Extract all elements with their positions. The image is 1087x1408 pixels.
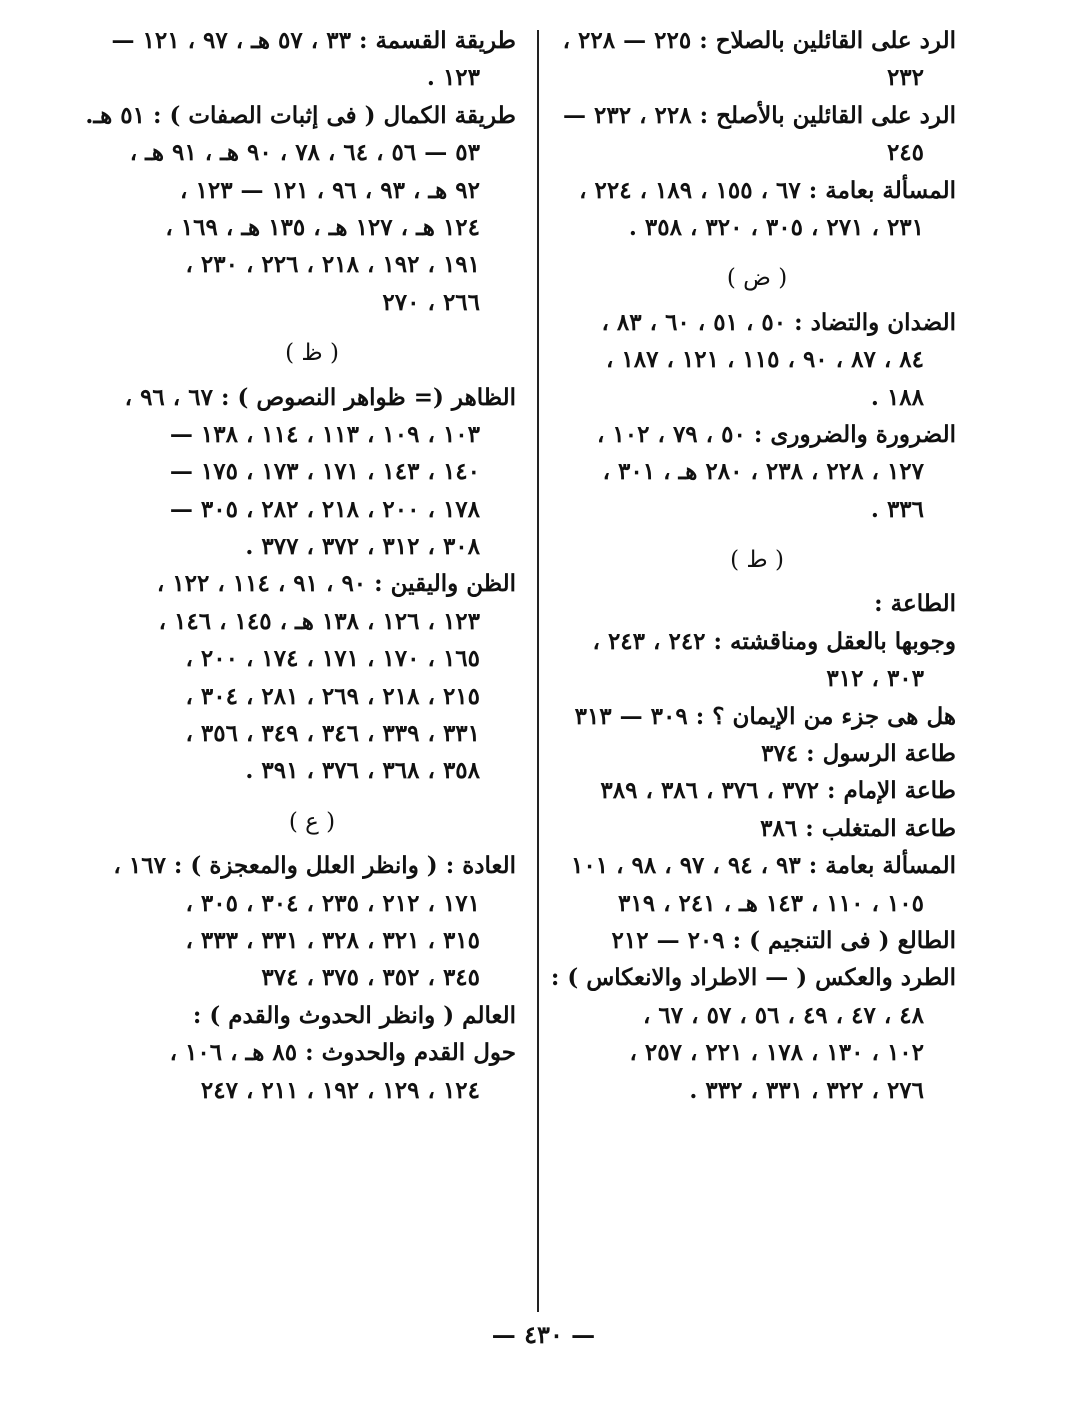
index-entry-continuation: ١٠٣ ، ١٠٩ ، ١١٣ ، ١١٤ ، ١٣٨ — (169, 420, 480, 448)
index-entry-continuation: ٩٢ هـ ، ٩٣ ، ٩٦ ، ١٢١ — ١٢٣ ، (180, 176, 480, 204)
index-entry: الطاعة : (874, 590, 956, 618)
index-entry: الرد على القائلين بالصلاح : ٢٢٥ — ٢٢٨ ، (562, 27, 956, 54)
index-entry: وجوبها بالعقل ومناقشته : ٢٤٢ ، ٢٤٣ ، (592, 627, 956, 655)
index-entry-continuation: ١٧٨ ، ٢٠٠ ، ٢١٨ ، ٢٨٢ ، ٣٠٥ — (169, 495, 480, 523)
index-entry: الرد على القائلين بالأصلح : ٢٢٨ ، ٢٣٢ — (563, 101, 956, 129)
spacer (558, 246, 956, 260)
index-entry-continuation: ١٧١ ، ٢١٢ ، ٢٣٥ ، ٣٠٤ ، ٣٠٥ ، (185, 889, 480, 917)
index-entry-continuation: ١٢٣ . (426, 64, 480, 92)
index-entry: طاعة الرسول : ٣٧٤ (761, 740, 956, 768)
index-entry: حول القدم والحدوث : ٨٥ هـ ، ١٠٦ ، (169, 1039, 516, 1067)
index-entry: طريقة الكمال ( فى إثبات الصفات ) : ٥١ هـ. (85, 101, 516, 129)
spacer (108, 321, 516, 335)
index-entry: الطرد والعكس ( — الاطراد والانعكاس ) : (550, 964, 956, 992)
index-entry-continuation: ١٨٨ . (870, 383, 924, 411)
index-entry: الظن واليقين : ٩٠ ، ٩١ ، ١١٤ ، ١٢٢ ، (156, 570, 516, 598)
index-entry-continuation: ٣٥٨ ، ٣٦٨ ، ٣٧٦ ، ٣٩١ . (245, 757, 480, 785)
index-column-left (85, 22, 516, 1109)
index-entry-continuation: ٢٣١ ، ٢٧١ ، ٣٠٥ ، ٣٢٠ ، ٣٥٨ . (628, 213, 924, 241)
index-entry: العالم ( وانظر الحدوث والقدم ) : (192, 1001, 516, 1029)
index-entry-continuation: ٣٣٦ . (870, 495, 924, 523)
index-entry: المسألة بعامة : ٩٣ ، ٩٤ ، ٩٧ ، ٩٨ ، ١٠١ (571, 852, 956, 880)
index-entry-continuation: ٢٧٦ ، ٣٢٢ ، ٣٣١ ، ٣٣٢ . (689, 1076, 924, 1104)
index-entry: الضرورة والضرورى : ٥٠ ، ٧٩ ، ١٠٢ ، (596, 420, 956, 448)
section-letter-heading: ( ع ) (288, 808, 336, 835)
index-entry: طاعة الإمام : ٣٧٢ ، ٣٧٦ ، ٣٨٦ ، ٣٨٩ (600, 777, 956, 805)
page-number: — ٤٣٠ — (491, 1320, 596, 1349)
index-entry-continuation: ١٢٤ هـ ، ١٢٧ هـ ، ١٣٥ هـ ، ١٦٩ ، (165, 213, 480, 241)
index-entry-continuation: ١٦٥ ، ١٧٠ ، ١٧١ ، ١٧٤ ، ٢٠٠ ، (185, 645, 480, 673)
index-entry-continuation: ٣٣١ ، ٣٣٩ ، ٣٤٦ ، ٣٤٩ ، ٣٥٦ ، (185, 720, 480, 748)
section-letter-heading: ( ط ) (730, 547, 784, 574)
index-entry-continuation: ١٢٧ ، ٢٢٨ ، ٢٣٨ ، ٢٨٠ هـ ، ٣٠١ ، (602, 458, 924, 486)
index-entry-continuation: ٢٦٦ ، ٢٧٠ (382, 288, 480, 316)
index-entry: هل هى جزء من الإيمان ؟ : ٣٠٩ — ٣١٣ (574, 702, 956, 730)
index-entry-continuation: ١٤٠ ، ١٤٣ ، ١٧١ ، ١٧٣ ، ١٧٥ — (169, 458, 480, 486)
index-column-right (550, 22, 956, 1109)
section-letter-heading: ( ظ ) (285, 340, 339, 367)
index-entry-continuation: ٢١٥ ، ٢١٨ ، ٢٦٩ ، ٢٨١ ، ٣٠٤ ، (185, 682, 480, 710)
section-letter-heading: ( ض ) (726, 265, 788, 292)
index-entry-continuation: ٥٣ — ٥٦ ، ٦٤ ، ٧٨ ، ٩٠ هـ ، ٩١ هـ ، (129, 139, 480, 167)
index-entry: طريقة القسمة : ٣٣ ، ٥٧ هـ ، ٩٧ ، ١٢١ — (111, 27, 516, 54)
index-entry: الضدان والتضاد : ٥٠ ، ٥١ ، ٦٠ ، ٨٣ ، (601, 308, 956, 336)
index-entry-continuation: ١٠٢ ، ١٣٠ ، ١٧٨ ، ٢٢١ ، ٢٥٧ ، (629, 1039, 924, 1067)
index-entry-continuation: ٢٤٥ (886, 139, 924, 167)
index-entry: المسألة بعامة : ٦٧ ، ١٥٥ ، ١٨٩ ، ٢٢٤ ، (579, 176, 956, 204)
index-entry-continuation: ٣٠٨ ، ٣١٢ ، ٣٧٢ ، ٣٧٧ . (245, 533, 480, 561)
column-divider (537, 30, 539, 1312)
index-entry-continuation: ١٠٥ ، ١١٠ ، ١٤٣ هـ ، ٢٤١ ، ٣١٩ (618, 889, 924, 917)
spacer (108, 790, 516, 804)
index-entry-continuation: ٢٣٢ (886, 64, 924, 92)
index-entry: العادة : ( وانظر العلل والمعجزة ) : ١٦٧ ، (113, 852, 516, 880)
index-entry: طاعة المتغلب : ٣٨٦ (760, 814, 956, 842)
index-entry-continuation: ١٢٤ ، ١٢٩ ، ١٩٢ ، ٢١١ ، ٢٤٧ (200, 1076, 480, 1104)
index-entry: الطالع ( فى التنجيم ) : ٢٠٩ — ٢١٢ (611, 926, 956, 954)
index-entry-continuation: ٣٠٣ ، ٣١٢ (826, 665, 924, 693)
index-entry-continuation: ٤٨ ، ٤٧ ، ٤٩ ، ٥٦ ، ٥٧ ، ٦٧ ، (642, 1001, 924, 1029)
index-entry-continuation: ٨٤ ، ٨٧ ، ٩٠ ، ١١٥ ، ١٢١ ، ١٨٧ ، (605, 346, 924, 374)
index-entry-continuation: ٣١٥ ، ٣٢١ ، ٣٢٨ ، ٣٣١ ، ٣٣٣ ، (185, 926, 480, 954)
index-entry-continuation: ١٩١ ، ١٩٢ ، ٢١٨ ، ٢٢٦ ، ٢٣٠ ، (185, 251, 480, 279)
spacer (558, 528, 956, 542)
index-entry-continuation: ١٢٣ ، ١٢٦ ، ١٣٨ هـ ، ١٤٥ ، ١٤٦ ، (158, 607, 480, 635)
index-entry-continuation: ٣٤٥ ، ٣٥٢ ، ٣٧٥ ، ٣٧٤ (261, 964, 480, 992)
index-entry: الظاهر (= ظواهر النصوص ) : ٦٧ ، ٩٦ ، (124, 383, 516, 411)
